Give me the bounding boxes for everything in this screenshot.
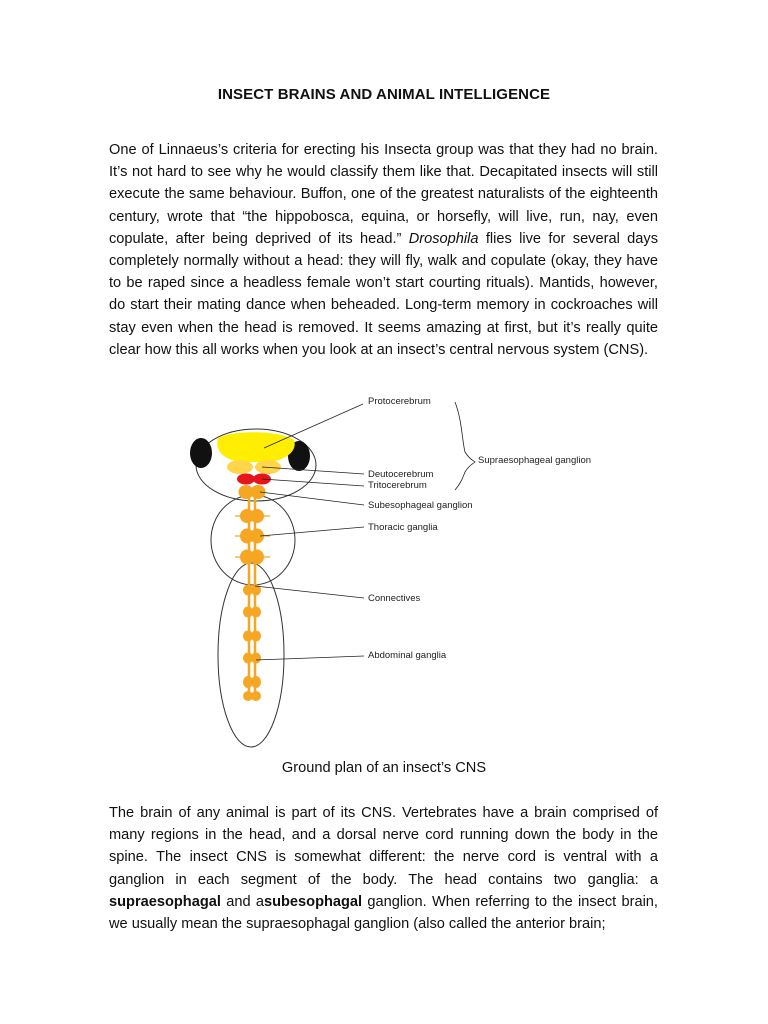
- cns-diagram: [180, 390, 620, 750]
- abdominal-ganglia: [243, 585, 261, 702]
- label-supraesophageal: Supraesophageal ganglion: [478, 455, 592, 466]
- label-connectives: Connectives: [368, 593, 421, 604]
- term-supraesophagal: supraesophagal: [109, 893, 221, 910]
- paragraph-2-text-a: The brain of any animal is part of its CNS. Vertebrates have a brain comprised of many regions in the head, and a dorsal nerve cord running down the body in the spine. The insect CNS is somewhat different: the nerve cord is ventral with a ganglion in each segment of the body. The head contains two ganglia: a: [109, 805, 658, 888]
- paragraph-1-text-a: One of Linnaeus’s criteria for erecting his Insecta group was that they had no brain. It’s not hard to see why he would classify them like that. Decapitated insects will still execute the same behaviour. Buffon, one of the greatest naturalists of the eighteenth century, wrote that “the hippobosca, equina, or horsefly, will live, run, nay, even copulate, after being deprived of its head.”: [109, 142, 658, 247]
- label-abdominal-ganglia: Abdominal ganglia: [368, 650, 447, 661]
- document-title: INSECT BRAINS AND ANIMAL INTELLIGENCE: [217, 86, 551, 103]
- label-tritocerebrum: Tritocerebrum: [368, 480, 427, 491]
- thoracic-ganglia: [240, 509, 264, 565]
- label-protocerebrum: Protocerebrum: [368, 396, 431, 407]
- label-subesophageal: Subesophageal ganglion: [368, 500, 473, 511]
- paragraph-2: [109, 802, 658, 935]
- deutocerebrum-shape: [227, 460, 253, 474]
- tritocerebrum-shape: [237, 474, 255, 485]
- paragraph-2-text-b: ganglion. When referring to the insect brain, we usually mean the supraesophagal ganglion (also called the anterior brain;: [109, 893, 658, 933]
- paragraph-1: [109, 139, 658, 361]
- protocerebrum-shape: [217, 432, 294, 462]
- species-name-drosophila: Drosophila: [408, 230, 479, 247]
- label-deutocerebrum: Deutocerebrum: [368, 469, 434, 480]
- label-thoracic-ganglia: Thoracic ganglia: [368, 522, 438, 533]
- paragraph-2-text-mid: and a: [220, 893, 264, 910]
- term-subesophagal: subesophagal: [263, 893, 363, 910]
- left-eye-icon: [190, 438, 212, 468]
- figure-caption: Ground plan of an insect’s CNS: [281, 760, 487, 776]
- paragraph-1-text-b: flies live for several days completely normally without a head: they will fly, walk and copulate (okay, they have to be raped since a headless female won’t start courting rituals). Mantids, however, do start their mating dance when beheaded. Long-term memory in cockroaches will stay even when the head is removed. It seems amazing at first, but it’s really quite clear how this all works when you look at an insect’s central nervous system (CNS).: [109, 230, 658, 358]
